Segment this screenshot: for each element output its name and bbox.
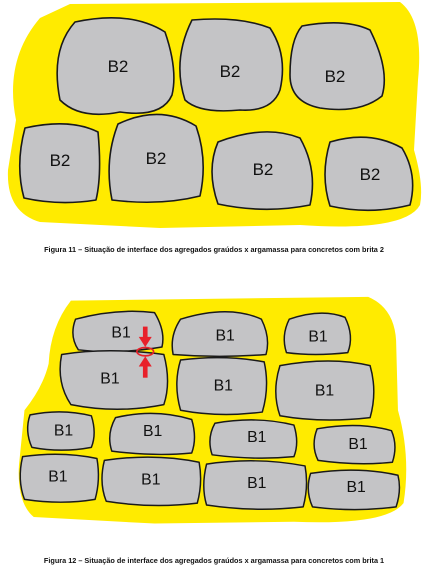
stone-label-b1: B1 bbox=[215, 327, 235, 345]
stone-label-b1: B1 bbox=[141, 471, 161, 489]
stone-label-b1: B1 bbox=[348, 436, 368, 454]
stone-label-b2: B2 bbox=[145, 149, 167, 168]
stone-label-b1: B1 bbox=[48, 468, 68, 486]
stone-label-b1: B1 bbox=[213, 377, 233, 395]
figure-11-diagram bbox=[0, 0, 428, 234]
stone-label-b1: B1 bbox=[247, 475, 267, 493]
stone-label-b2: B2 bbox=[252, 160, 274, 179]
stone-label-b1: B1 bbox=[111, 324, 131, 342]
stone-label-b1: B1 bbox=[346, 478, 366, 496]
figure-12-caption: Figura 12 – Situação de interface dos agregados graúdos x argamassa para concretos com brita 1 bbox=[43, 556, 385, 565]
stone-label-b1: B1 bbox=[143, 423, 163, 441]
figure-11-caption: Figura 11 – Situação de interface dos agregados graúdos x argamassa para concretos com brita 2 bbox=[44, 245, 384, 254]
stone-label-b1: B1 bbox=[100, 370, 120, 388]
stone-label-b1: B1 bbox=[314, 382, 335, 400]
figure-12-svg bbox=[0, 282, 428, 544]
stone-label-b1: B1 bbox=[247, 428, 267, 446]
figure-12-diagram bbox=[0, 282, 428, 544]
figure-11-svg bbox=[0, 0, 428, 234]
stone-label-b1: B1 bbox=[53, 422, 74, 440]
stone-label-b2: B2 bbox=[219, 62, 241, 81]
stone-label-b2: B2 bbox=[324, 67, 346, 86]
stone-label-b1: B1 bbox=[308, 328, 328, 346]
stone-label-b2: B2 bbox=[359, 165, 381, 184]
stone-label-b2: B2 bbox=[49, 151, 71, 170]
stone-label-b2: B2 bbox=[107, 57, 129, 76]
